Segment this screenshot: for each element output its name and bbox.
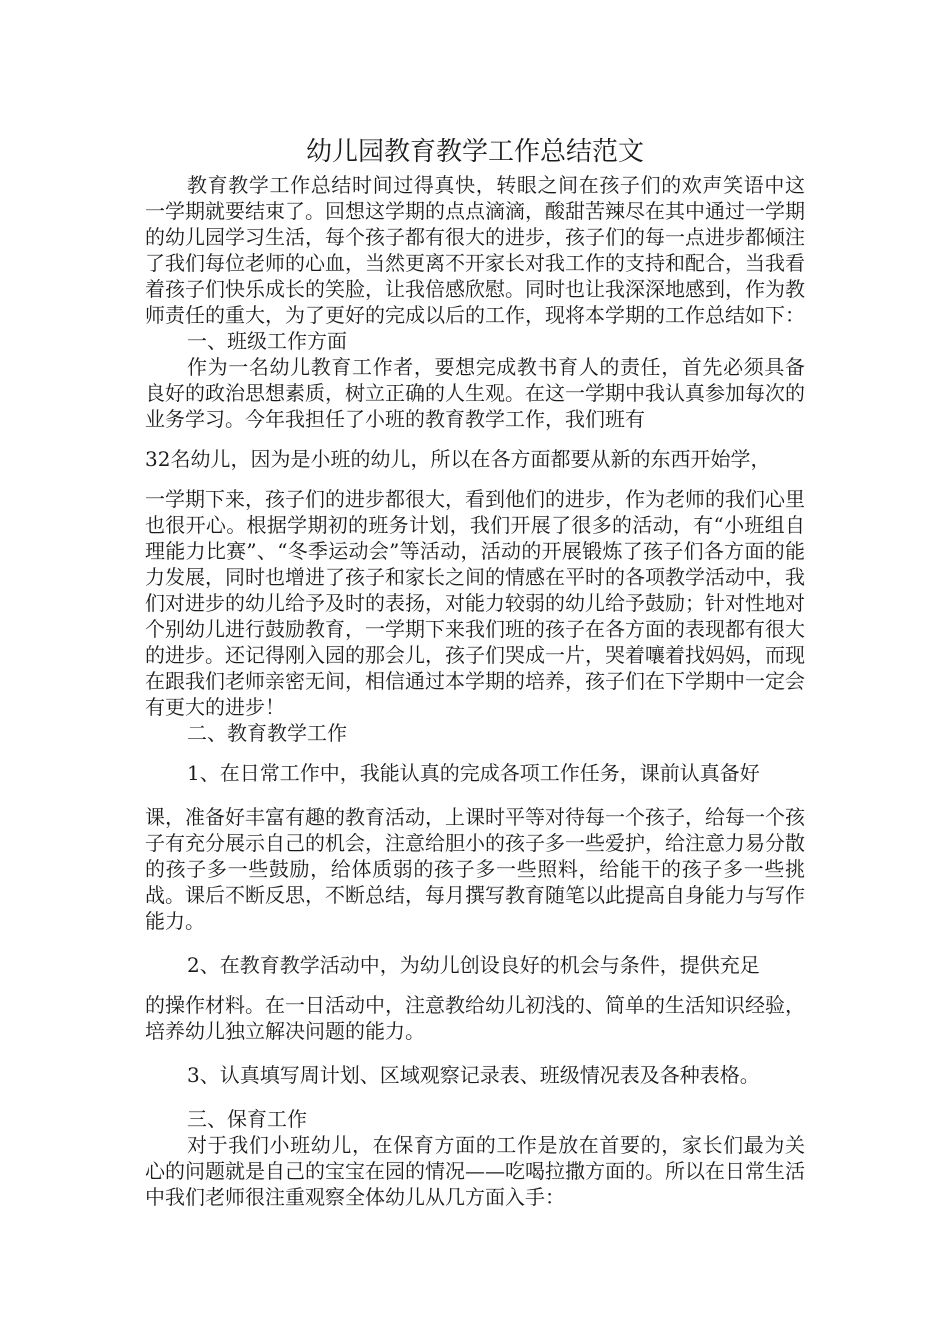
document-body — [145, 172, 805, 1210]
section-heading-care: 三、保育工作 — [187, 1107, 307, 1131]
care-paragraph: 对于我们小班幼儿，在保育方面的工作是放在首要的，家长们最为关心的问题就是自己的宝宝在园的情况——吃喝拉撒方面的。所以在日常生活中我们老师很注重观察全体幼儿从几方面入手： — [145, 1133, 805, 1209]
class-work-paragraph: 作为一名幼儿教育工作者，要想完成教书育人的责任，首先必须具备良好的政治思想素质，树立正确的人生观。在这一学期中我认真参加每次的业务学习。今年我担任了小班的教育教学工作，我们班有 — [145, 355, 805, 431]
teaching-item-2-body: 的操作材料。在一日活动中，注意教给幼儿初浅的、简单的生活知识经验，培养幼儿独立解决问题的能力。 — [145, 993, 805, 1043]
teaching-item-1-start: 1、在日常工作中，我能认真的完成各项工作任务，课前认真备好 — [187, 761, 760, 785]
class-size-paragraph: 32名幼儿，因为是小班的幼儿，所以在各方面都要从新的东西开始学， — [145, 447, 771, 471]
section-heading-teaching: 二、教育教学工作 — [187, 721, 347, 745]
teaching-item-3: 3、认真填写周计划、区域观察记录表、班级情况表及各种表格。 — [187, 1063, 760, 1087]
intro-paragraph: 教育教学工作总结时间过得真快，转眼之间在孩子们的欢声笑语中这一学期就要结束了。回想这学期的点点滴滴，酸甜苦辣尽在其中通过一学期的幼儿园学习生活，每个孩子都有很大的进步，孩子们的每一点进步都倾注了我们每位老师的心血，当然更离不开家长对我工作的支持和配合，当我看着孩子们快乐成长的笑脸，让我倍感欣慰。同时也让我深深地感到，作为教师责任的重大，为了更好的完成以后的工作，现将本学期的工作总结如下： — [145, 173, 805, 327]
section-heading-class-work: 一、班级工作方面 — [187, 329, 347, 353]
teaching-item-2-start: 2、在教育教学活动中，为幼儿创设良好的机会与条件，提供充足 — [187, 953, 760, 977]
progress-paragraph: 一学期下来，孩子们的进步都很大，看到他们的进步，作为老师的我们心里也很开心。根据学期初的班务计划，我们开展了很多的活动，有“小班组自理能力比赛”、“冬季运动会”等活动，活动的开展锻炼了孩子们各方面的能力发展，同时也增进了孩子和家长之间的情感在平时的各项教学活动中，我们对进步的幼儿给予及时的表扬，对能力较弱的幼儿给予鼓励；针对性地对个别幼儿进行鼓励教育，一学期下来我们班的孩子在各方面的表现都有很大的进步。还记得刚入园的那会儿，孩子们哭成一片，哭着嚷着找妈妈，而现在跟我们老师亲密无间，相信通过本学期的培养，孩子们在下学期中一定会有更大的进步！ — [145, 487, 805, 719]
document-title: 幼儿园教育教学工作总结范文 — [305, 137, 644, 167]
teaching-item-1-body: 课，准备好丰富有趣的教育活动，上课时平等对待每一个孩子，给每一个孩子有充分展示自己的机会，注意给胆小的孩子多一些爱护，给注意力易分散的孩子多一些鼓励，给体质弱的孩子多一些照料，给能干的孩子多一些挑战。课后不断反思，不断总结，每月撰写教育随笔以此提高自身能力与写作能力。 — [145, 805, 805, 933]
